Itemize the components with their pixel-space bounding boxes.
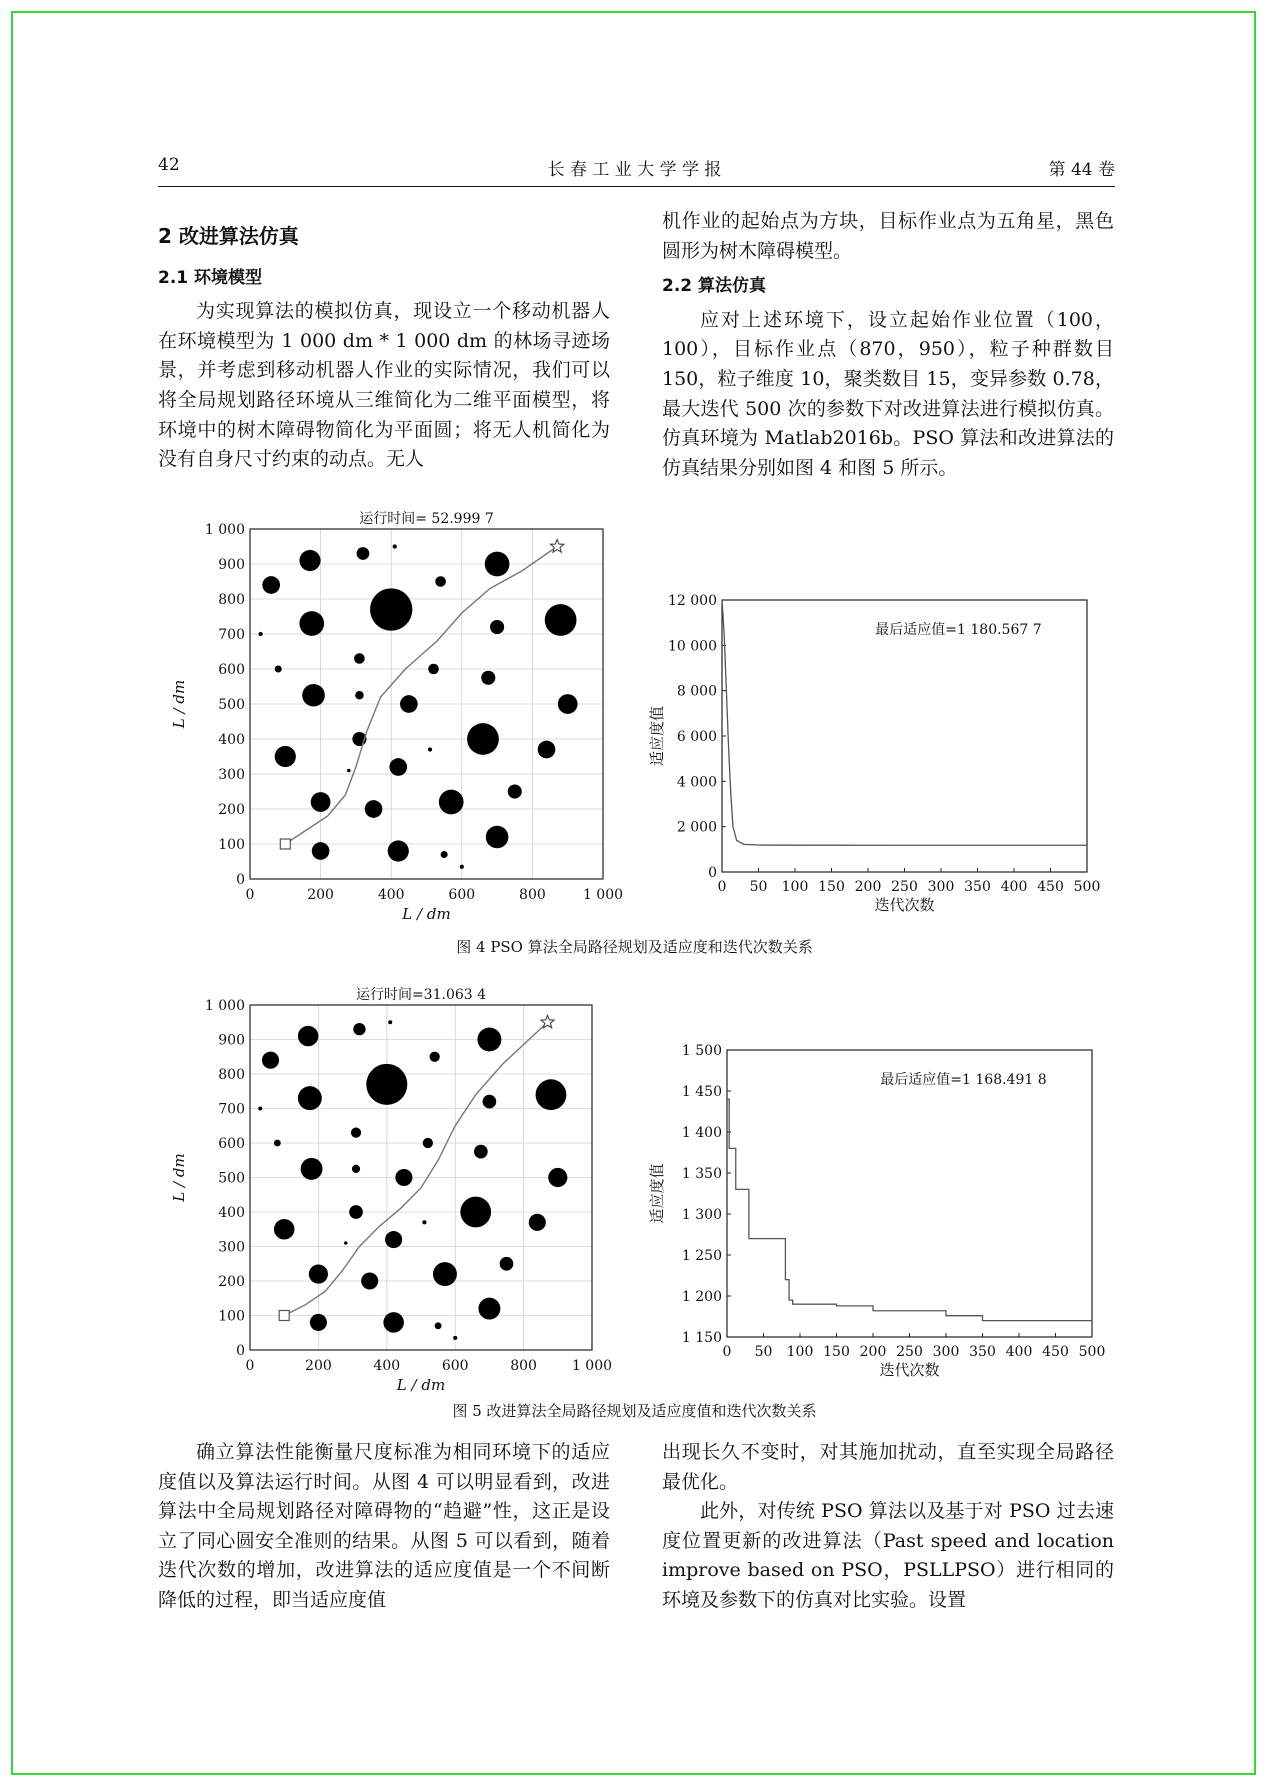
x-tick-label: 400 <box>373 1358 401 1374</box>
obstacle-circle <box>428 664 439 675</box>
x-tick-label: 100 <box>781 879 809 895</box>
y-tick-label: 700 <box>218 1101 245 1118</box>
obstacle-circle <box>262 1052 279 1069</box>
fig5-fitness-chart <box>640 1040 1110 1395</box>
obstacle-circle <box>486 826 509 849</box>
y-tick-label: 900 <box>218 1032 245 1049</box>
obstacle-circle <box>477 1028 501 1052</box>
paragraph: 确立算法性能衡量尺度标准为相同环境下的适应度值以及算法运行时间。从图 4 可以明显看到，改进算法中全局规划路径对障碍物的“趋避”性，这正是设立了同心圆安全准则的结果。从图 5 可以看到，随着迭代次数的增加，改进算法的适应度值是一个不间断降低的过程，即当适应度值 <box>158 1441 610 1611</box>
plot-frame <box>722 600 1087 872</box>
x-tick-label: 450 <box>1042 1344 1069 1360</box>
y-tick-label: 300 <box>218 1239 245 1256</box>
x-tick-label: 250 <box>891 879 918 895</box>
obstacle-circle <box>349 1205 363 1219</box>
x-tick-label: 800 <box>519 887 546 903</box>
obstacle-circle <box>548 1168 567 1187</box>
obstacle-circle <box>275 746 296 767</box>
obstacle-circle <box>274 1219 295 1240</box>
paragraph-continuation: 出现长久不变时，对其施加扰动，直至实现全局路径最优化。 <box>662 1441 1114 1493</box>
obstacle-circle <box>258 1106 262 1110</box>
y-tick-label: 900 <box>218 557 245 573</box>
y-tick-label: 10 000 <box>668 638 717 655</box>
obstacle-circle <box>383 1312 404 1333</box>
y-axis-label: L / dm <box>170 1153 188 1202</box>
obstacle-circle <box>395 1169 412 1186</box>
x-tick-label: 200 <box>307 887 334 903</box>
obstacle-circle <box>435 576 446 587</box>
obstacle-circle <box>430 1052 440 1062</box>
obstacle-circle <box>558 694 578 714</box>
x-tick-label: 300 <box>927 879 955 895</box>
y-tick-label: 1 450 <box>681 1084 722 1100</box>
y-tick-label: 1 400 <box>681 1125 722 1141</box>
y-tick-label: 600 <box>218 662 245 678</box>
obstacle-circle <box>298 1086 322 1110</box>
y-tick-label: 1 350 <box>681 1166 722 1182</box>
obstacle-circle <box>357 547 370 560</box>
obstacle-circle <box>302 684 325 707</box>
obstacle-circle <box>453 1336 457 1340</box>
fig4-path-chart <box>170 505 630 925</box>
obstacle-circle <box>485 552 510 577</box>
y-tick-label: 1 000 <box>204 998 245 1014</box>
y-tick-label: 1 300 <box>681 1207 722 1223</box>
y-tick-label: 300 <box>218 767 245 783</box>
x-tick-label: 150 <box>823 1344 850 1360</box>
paragraph: 应对上述环境下，设立起始作业位置（100，100），目标作业点（870，950），粒子种群数目 150，粒子维度 10，聚类数目 15，变异参数 0.78，最大迭代 500 次的参数下对改进算法进行模拟仿真。仿真环境为 Matlab2016b。PSO 算法和改进算法的仿真结果分别如图 4 和图 5 所示。 <box>662 308 1114 479</box>
obstacle-circle <box>366 1064 407 1105</box>
x-tick-label: 0 <box>717 879 727 895</box>
fitness-series-line <box>727 1099 1092 1322</box>
obstacle-circle <box>435 1322 442 1329</box>
x-tick-label: 1 000 <box>571 1358 613 1374</box>
fig5-path-chart <box>170 975 630 1395</box>
x-axis-label: L / dm <box>396 1376 446 1394</box>
x-axis-label: L / dm <box>402 905 451 923</box>
obstacle-circle <box>481 671 495 685</box>
obstacle-circle <box>538 741 556 759</box>
y-tick-label: 0 <box>236 872 245 888</box>
y-tick-label: 200 <box>218 1274 245 1290</box>
y-tick-label: 1 250 <box>681 1248 722 1264</box>
obstacle-circle <box>274 1140 281 1147</box>
bottom-right-column <box>662 1438 1114 1616</box>
obstacle-circle <box>388 840 409 861</box>
obstacle-circle <box>347 769 351 773</box>
x-tick-label: 200 <box>859 1344 887 1360</box>
obstacle-circle <box>365 800 383 818</box>
y-tick-label: 100 <box>218 837 245 853</box>
x-tick-label: 0 <box>722 1344 732 1360</box>
subsection-title: 2.2 算法仿真 <box>662 276 767 297</box>
obstacle-circle <box>423 1138 433 1148</box>
obstacle-circle <box>508 784 522 798</box>
right-column <box>662 207 1114 483</box>
fig4-fitness-chart <box>640 590 1110 925</box>
x-tick-label: 400 <box>377 887 405 903</box>
y-tick-label: 800 <box>218 592 245 608</box>
y-tick-label: 1 150 <box>681 1330 722 1346</box>
obstacle-circle <box>298 1026 319 1047</box>
y-tick-label: 8 000 <box>676 683 717 700</box>
obstacle-circle <box>310 1314 327 1331</box>
subsection-title: 2.1 环境模型 <box>158 267 263 288</box>
figure4-caption: 图 4 PSO 算法全局路径规划及适应度和迭代次数关系 <box>456 938 813 956</box>
y-axis-label: L / dm <box>170 679 188 729</box>
obstacle-circle <box>352 1165 360 1173</box>
obstacle-circle <box>483 1095 497 1109</box>
obstacle-circle <box>428 747 432 751</box>
obstacle-circle <box>385 1231 402 1248</box>
obstacle-circle <box>361 1272 378 1289</box>
obstacle-circle <box>355 691 363 699</box>
plot-frame <box>727 1050 1092 1337</box>
y-tick-label: 800 <box>218 1067 245 1083</box>
obstacle-circle <box>351 1128 361 1138</box>
final-fitness-annotation: 最后适应值=1 168.491 8 <box>880 1072 1047 1088</box>
journal-title: 长 春 工 业 大 学 学 报 <box>547 160 722 180</box>
y-tick-label: 200 <box>218 802 245 818</box>
x-tick-label: 200 <box>305 1358 332 1374</box>
y-tick-label: 4 000 <box>676 774 717 791</box>
y-tick-label: 1 200 <box>681 1289 722 1305</box>
x-tick-label: 50 <box>754 1344 773 1360</box>
obstacle-circle <box>536 1079 567 1110</box>
x-axis-label: 迭代次数 <box>874 896 935 914</box>
volume-label: 第 44 卷 <box>1048 160 1115 180</box>
obstacle-circle <box>275 665 282 672</box>
obstacle-circle <box>422 1220 426 1224</box>
obstacle-circle <box>467 723 499 755</box>
obstacle-circle <box>370 588 412 630</box>
x-tick-label: 500 <box>1073 879 1101 895</box>
x-tick-label: 350 <box>969 1344 996 1360</box>
obstacle-circle <box>490 620 504 634</box>
obstacle-circle <box>474 1145 488 1159</box>
y-tick-label: 0 <box>708 865 717 881</box>
obstacle-circle <box>262 576 280 594</box>
paragraph-continuation: 机作业的起始点为方块，目标作业点为五角星，黑色圆形为树木障碍模型。 <box>662 210 1114 262</box>
obstacle-circle <box>500 1257 514 1271</box>
obstacle-circle <box>301 1158 323 1180</box>
x-axis-label: 迭代次数 <box>879 1361 940 1379</box>
y-tick-label: 500 <box>218 697 245 713</box>
obstacle-circle <box>258 632 262 636</box>
x-tick-label: 100 <box>786 1344 814 1360</box>
bottom-left-column <box>158 1438 610 1616</box>
paragraph: 为实现算法的模拟仿真，现设立一个移动机器人在环境模型为 1 000 dm * 1 000 dm 的林场寻迹场景，并考虑到移动机器人作业的实际情况，我们可以将全局规划路径环境从三维简化为二维平面模型，将环境中的树木障碍物简化为平面圆；将无人机简化为没有自身尺寸约束的动点。无人 <box>158 300 610 471</box>
obstacle-circle <box>312 842 330 860</box>
y-tick-label: 12 000 <box>668 593 717 609</box>
x-tick-label: 0 <box>245 887 255 903</box>
x-tick-label: 600 <box>441 1358 469 1374</box>
x-tick-label: 200 <box>854 879 882 895</box>
x-tick-label: 0 <box>245 1358 255 1374</box>
x-tick-label: 400 <box>1005 1344 1033 1360</box>
y-tick-label: 100 <box>218 1308 245 1325</box>
x-tick-label: 350 <box>964 879 991 895</box>
start-marker <box>279 1311 289 1321</box>
obstacle-circle <box>441 851 448 858</box>
y-tick-label: 400 <box>218 1205 245 1221</box>
obstacle-circle <box>311 792 331 812</box>
obstacle-circle <box>309 1265 328 1284</box>
x-tick-label: 600 <box>448 887 476 903</box>
x-tick-label: 250 <box>896 1344 923 1360</box>
y-tick-label: 400 <box>218 732 245 748</box>
obstacle-circle <box>400 695 418 713</box>
y-tick-label: 1 500 <box>681 1043 722 1059</box>
y-tick-label: 600 <box>218 1136 245 1152</box>
obstacle-circle <box>389 758 407 776</box>
final-fitness-annotation: 最后适应值=1 180.567 7 <box>875 622 1042 638</box>
y-tick-label: 0 <box>236 1343 245 1359</box>
x-tick-label: 500 <box>1078 1344 1106 1360</box>
obstacle-circle <box>460 1197 491 1228</box>
y-tick-label: 700 <box>218 627 245 643</box>
chart-title: 运行时间= 52.999 7 <box>359 511 494 527</box>
x-tick-label: 1 000 <box>582 887 624 903</box>
obstacle-circle <box>529 1214 546 1231</box>
y-tick-label: 1 000 <box>204 522 245 538</box>
left-column <box>158 222 610 475</box>
obstacle-circle <box>299 550 320 571</box>
obstacle-circle <box>478 1298 500 1320</box>
x-tick-label: 450 <box>1037 879 1064 895</box>
obstacle-circle <box>460 865 464 869</box>
obstacle-circle <box>388 1020 392 1024</box>
paragraph: 此外，对传统 PSO 算法以及基于对 PSO 过去速度位置更新的改进算法（Past speed and location improve based on PSO，PSLLPSO）进行相同的环境及参数下的仿真对比实验。设置 <box>662 1500 1114 1611</box>
obstacle-circle <box>439 790 464 815</box>
obstacle-circle <box>344 1241 347 1244</box>
obstacle-circle <box>433 1262 457 1286</box>
figure5-caption: 图 5 改进算法全局路径规划及适应度值和迭代次数关系 <box>452 1402 817 1420</box>
y-axis-label: 适应度值 <box>648 705 666 767</box>
obstacle-circle <box>354 653 365 664</box>
page-number: 42 <box>158 155 180 175</box>
section-title: 2 改进算法仿真 <box>158 224 299 248</box>
chart-title: 运行时间=31.063 4 <box>355 987 487 1003</box>
y-tick-label: 500 <box>218 1170 245 1187</box>
header-rule <box>158 186 1115 187</box>
x-tick-label: 50 <box>749 879 768 895</box>
start-marker <box>280 839 290 849</box>
obstacle-circle <box>393 544 397 548</box>
y-tick-label: 2 000 <box>676 819 717 836</box>
obstacle-circle <box>545 604 577 636</box>
x-tick-label: 300 <box>932 1344 960 1360</box>
x-tick-label: 400 <box>1000 879 1028 895</box>
y-tick-label: 6 000 <box>676 729 717 745</box>
y-axis-label: 适应度值 <box>648 1163 666 1224</box>
x-tick-label: 150 <box>818 879 845 895</box>
obstacle-circle <box>299 611 324 636</box>
obstacle-circle <box>353 1023 365 1035</box>
x-tick-label: 800 <box>510 1358 537 1374</box>
